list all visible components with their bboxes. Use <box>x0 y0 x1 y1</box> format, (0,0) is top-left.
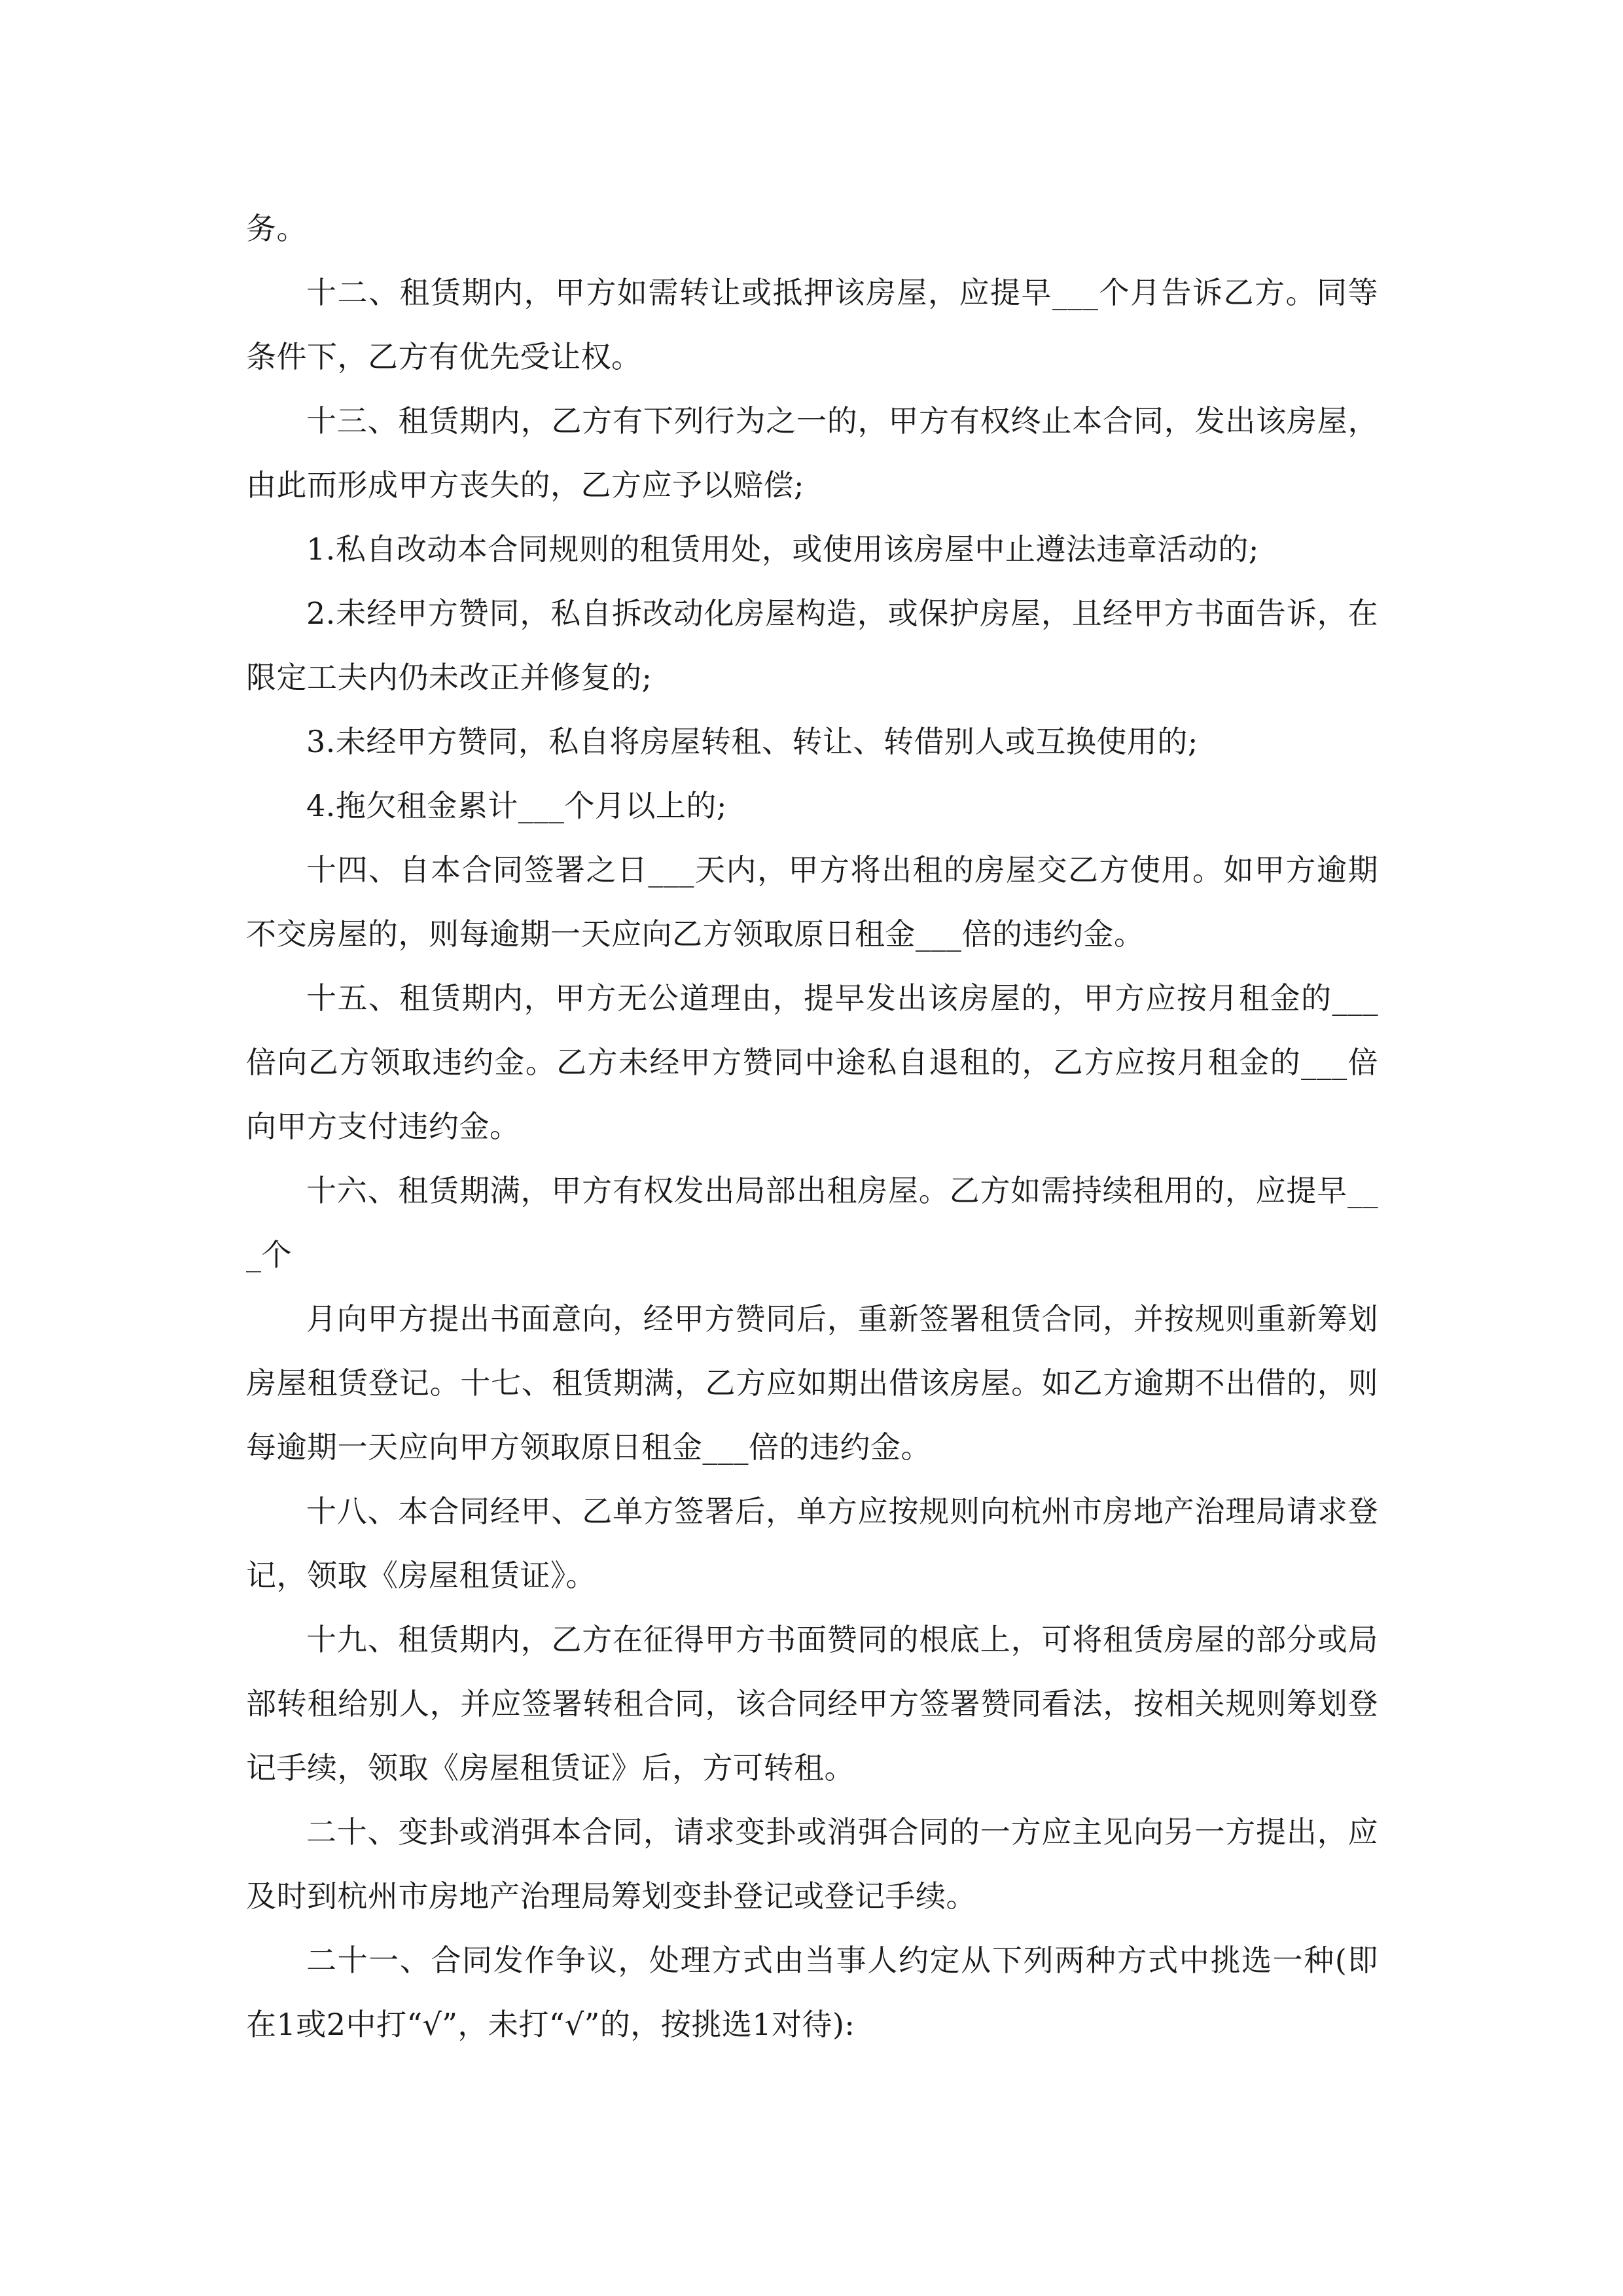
paragraph-clause-21: 二十一、合同发作争议，处理方式由当事人约定从下列两种方式中挑选一种(即在1或2中打“√”，未打“√”的，按挑选1对待): <box>246 1943 1378 2042</box>
paragraph-clause-16: 十六、租赁期满，甲方有权发出局部出租房屋。乙方如需持续租用的，应提早___个 <box>246 1173 1378 1272</box>
paragraph-clause-13: 十三、租赁期内，乙方有下列行为之一的，甲方有权终止本合同，发出该房屋，由此而形成甲方丧失的，乙方应予以赔偿; <box>246 403 1378 503</box>
paragraph-clause-20: 二十、变卦或消弭本合同，请求变卦或消弭合同的一方应主见向另一方提出，应及时到杭州市房地产治理局筹划变卦登记或登记手续。 <box>246 1814 1378 1914</box>
paragraph-clause-12: 十二、租赁期内，甲方如需转让或抵押该房屋，应提早___个月告诉乙方。同等条件下，乙方有优先受让权。 <box>246 275 1378 374</box>
paragraph-item-2: 2.未经甲方赞同，私自拆改动化房屋构造，或保护房屋，且经甲方书面告诉，在限定工夫内仍未改正并修复的; <box>246 596 1378 695</box>
paragraph-clause-14: 十四、自本合同签署之日___天内，甲方将出租的房屋交乙方使用。如甲方逾期不交房屋的，则每逾期一天应向乙方领取原日租金___倍的违约金。 <box>246 852 1378 952</box>
paragraph-item-3: 3.未经甲方赞同，私自将房屋转租、转让、转借别人或互换使用的; <box>306 724 1198 759</box>
paragraph-clause-19: 十九、租赁期内，乙方在征得甲方书面赞同的根底上，可将租赁房屋的部分或局部转租给别人，并应签署转租合同，该合同经甲方签署赞同看法，按相关规则筹划登记手续，领取《房屋租赁证》后，方可转租。 <box>246 1622 1378 1785</box>
document-body <box>246 196 1378 2056</box>
paragraph-continuation: 务。 <box>246 211 307 246</box>
paragraph-clause-16-17: 月向甲方提出书面意向，经甲方赞同后，重新签署租赁合同，并按规则重新筹划房屋租赁登记。十七、租赁期满，乙方应如期出借该房屋。如乙方逾期不出借的，则每逾期一天应向甲方领取原日租金___倍的违约金。 <box>246 1301 1378 1465</box>
paragraph-clause-15: 十五、租赁期内，甲方无公道理由，提早发出该房屋的，甲方应按月租金的___倍向乙方领取违约金。乙方未经甲方赞同中途私自退租的，乙方应按月租金的___倍向甲方支付违约金。 <box>246 980 1378 1144</box>
paragraph-item-1: 1.私自改动本合同规则的租赁用处，或使用该房屋中止遵法违章活动的; <box>306 531 1259 567</box>
paragraph-clause-18: 十八、本合同经甲、乙单方签署后，单方应按规则向杭州市房地产治理局请求登记，领取《房屋租赁证》。 <box>246 1494 1378 1593</box>
paragraph-item-4: 4.拖欠租金累计___个月以上的; <box>306 788 727 823</box>
